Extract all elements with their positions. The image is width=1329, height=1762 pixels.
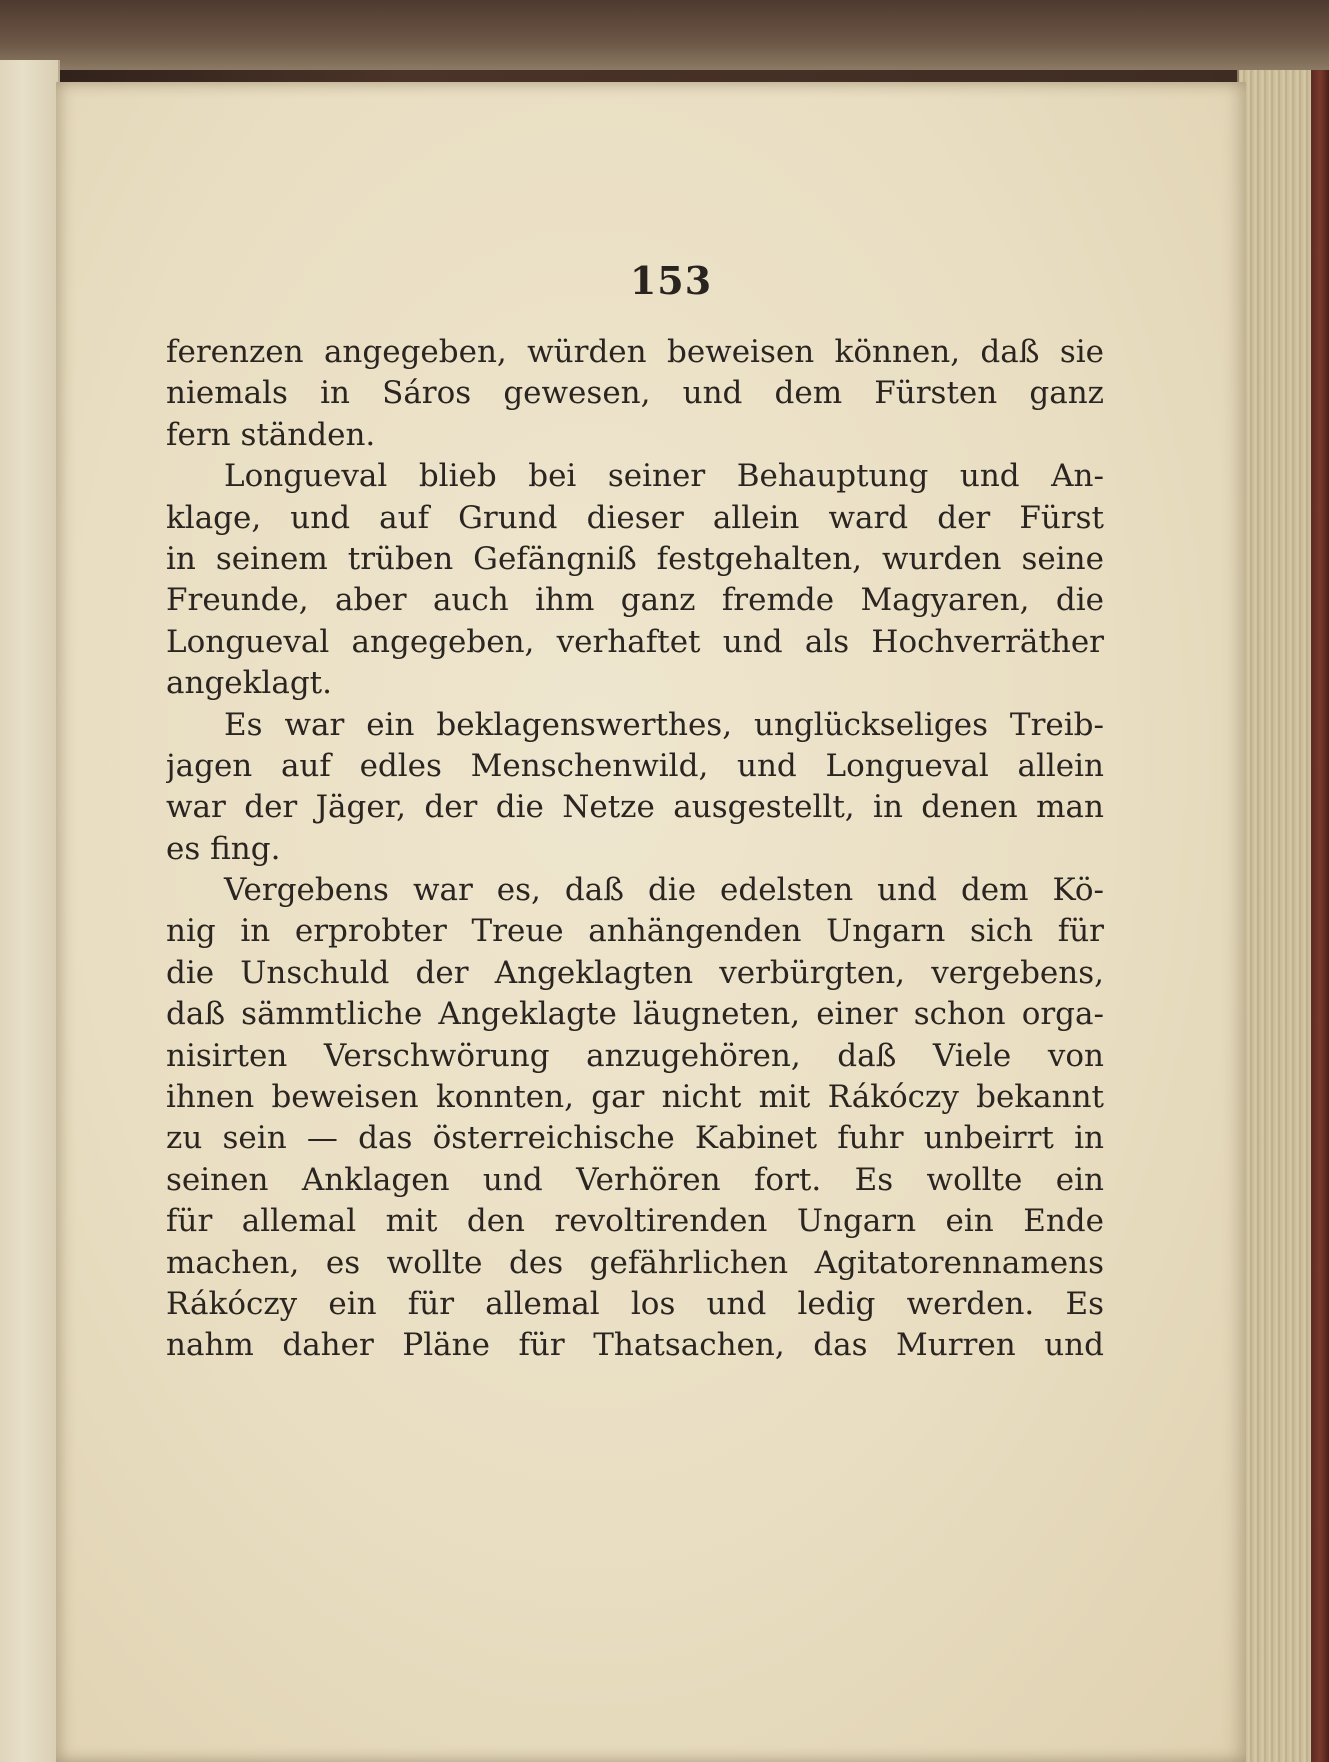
text-line: Longueval blieb bei seiner Behauptung und An- [224,458,1104,495]
text-line: ihnen beweisen konnten, gar nicht mit Rákóczy bekannt [166,1079,1104,1116]
text-line: die Unschuld der Angeklagten verbürgten, vergebens, [166,954,1104,991]
text-line: zu sein — das österreichische Kabinet fuhr unbeirrt in [166,1120,1104,1157]
text-line: es fing. [166,830,281,867]
text-line: jagen auf edles Menschenwild, und Longueval allein [166,747,1104,784]
text-line: angeklagt. [166,665,332,702]
book-top-edge [0,0,1329,70]
text-line: für allemal mit den revoltirenden Ungarn ein Ende [166,1203,1104,1240]
text-line: nahm daher Pläne für Thatsachen, das Murren und [166,1327,1104,1364]
text-line: Longueval angegeben, verhaftet und als Hochverräther [166,623,1104,660]
body-text [166,332,1104,1367]
text-line: fern ständen. [166,416,376,453]
gutter-spine [0,60,60,1762]
cover-edge [1311,70,1329,1762]
text-line: nisirten Verschwörung anzugehören, daß Viele von [166,1037,1104,1074]
text-line: in seinem trüben Gefängniß festgehalten, wurden seine [166,540,1104,577]
text-line: Freunde, aber auch ihm ganz fremde Magyaren, die [166,582,1104,619]
text-line: Es war ein beklagenswerthes, unglückseliges Treib- [224,706,1104,743]
text-line: Rákóczy ein für allemal los und ledig werden. Es [166,1285,1104,1322]
text-line: war der Jäger, der die Netze ausgestellt, in denen man [166,789,1104,826]
page-number: 153 [629,258,713,303]
text-line: nig in erprobter Treue anhängenden Ungarn sich für [166,913,1104,950]
text-line: ferenzen angegeben, würden beweisen können, daß sie [166,334,1104,370]
text-line: seinen Anklagen und Verhören fort. Es wollte ein [166,1161,1104,1198]
text-line: machen, es wollte des gefährlichen Agitatorennamens [166,1244,1104,1281]
text-line: niemals in Sáros gewesen, und dem Fürsten ganz [166,375,1104,412]
text-line: daß sämmtliche Angeklagte läugneten, einer schon orga- [166,996,1104,1033]
text-line: Vergebens war es, daß die edelsten und dem Kö- [224,872,1104,909]
book-page [56,82,1246,1762]
text-line: klage, und auf Grund dieser allein ward der Fürst [166,499,1104,536]
